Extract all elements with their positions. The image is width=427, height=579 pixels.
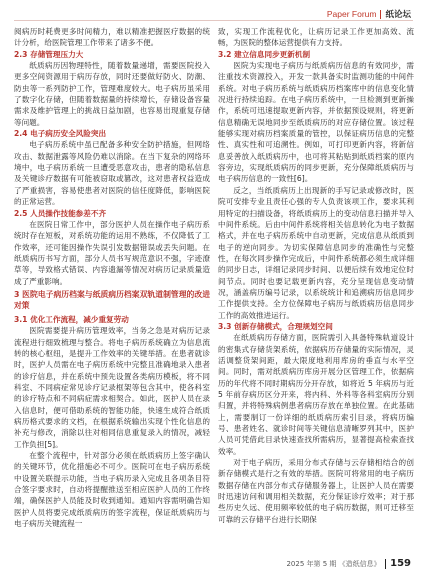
paragraph: 纸质病历因物理特性，随着数量递增，需要医院投入更多空间资源用于病历存放，同时还要做好防火、防潮、防虫等一系列防护工作，管理难度较大。电子病历虽采用了数字化存储，但随着数据量的持续增长，存储设备容量需求及维护管理上的挑战日益加剧，也容易出现重复存储等问题。: [14, 61, 210, 127]
paragraph: 电子病历系统中虽已配备多种安全防护措施，但网络攻击、数据泄露等风险仍难以消除。在当下复杂的网络环境中，电子病历系统一旦遭受恶意攻击，患者的隐私信息及关键诊疗数据有可能被窃取或篡改，这对患者权益造成了严重损害，容易使患者对医院的信任度降低，影响医院的正常运营。: [14, 140, 210, 207]
section-header: [327, 8, 411, 20]
paragraph: 在医院日常工作中，部分医护人员在操作电子病历系统时存在短板，对系统功能的运用不熟练，不仅降低了工作效率，还可能因操作失误引发数据错误或丢失问题。在纸质病历书写方面，部分人员书写规范意识不强，字迹潦草等，导致格式错误、内容遗漏等情况对病历记录质量造成了严重影响。: [14, 219, 210, 286]
paragraph: 反之，当纸质病历上出现新的手写记录或修改时，医院可安排专业且责任心强的专人负责该项工作，要求其利用特定的扫描设备，将纸质病历上的变动信息扫描并导入中间件系统。后由中间件系统将相关信息转化为电子数据格式，并在电子病历系统中自动更新，完成信息从纸质到电子的逆向同步。为切实保障信息同步的准确性与完整性，在每次同步操作完成后，中间件系统都必须生成详细的同步日志，详细记录同步时间、以便后续有效地定位时间节点。同时也要记载更新内容，充分呈现信息变动情况，涵盖病历编号记录，以系统统计和追溯病历信息同步工作提供支持。全方位保障电子病历与纸质病历信息同步工作的高效推进运行。: [218, 185, 414, 320]
paragraph: 在纸质病历存储方面，医院需引入具备特殊轨道设计的密集式存储货架系统，依据病历存储量的实际情况，灵活调整货架间距，最大限度地利用库房的垂直与水平空间。同时，需对纸质病历库房开展分区管理工作，依据病历的年代将不同时期病历分开存放，如将近 5 年病历与近 5 年前存病历区分开来，将内科、外科等各科室病历分别归置，并将特殊病例患者病历存放在单独位置。在此基础上，需要制订一份详细的纸质病历索引目录，将病历编号、患者姓名、就诊时间等关键信息清晰罗列其中，医护人员可凭借此目录快速查找所需病历，显著提高检索查找效率。: [218, 333, 414, 456]
paragraph: 在整个流程中，针对部分必须在纸质病历上签字确认的关键环节，优化措施必不可少。医院可在电子病历系统中设置关联提示功能，当电子病历录入完成且各项条目符合签字要求时，自动将提醒推送至相应医护人员的工作终端，确保医护人员能及时收到通知。通知内容需明确告知医护人员将要完成纸质病历的签字流程，保证纸质病历与电子病历关键流程一: [14, 451, 210, 529]
page-header: [0, 8, 427, 24]
subheading-2-5: 2.5 人员操作技能参差不齐: [14, 208, 107, 218]
section-name-en: Paper Forum: [326, 9, 377, 19]
paragraph: 致，实现工作流程优化，让病历记录工作更加高效、流畅，为医院的整体运营提供有力支持。: [218, 27, 414, 48]
page-footer: [286, 558, 411, 569]
section-name-cn: 纸论坛: [385, 10, 411, 20]
paragraph: 阅病历时耗费更多时间精力，难以精准把握医疗数据的统计分析，给医院管理工作带来了诸多不便。: [14, 27, 210, 48]
paragraph: 医院需要提升病历管理效率，当务之急是对病历记录流程进行细致梳理与整合。将电子病历系统确立为信息流转的核心枢纽，是提升工作效率的关键举措。在患者就诊时，医护人员需在电子病历系统中完整且准确地录入患者的诊疗信息，并在系统中预先设置各类病历模板，将不同科室、不同病症常见诊疗记录框架等包含其中，使各科室的诊疗特点和不同病症需求相契合。如此，医护人员在录入信息时，便可借助系统的智能功能，快速生成符合纸质病历格式要求的文档，在根据系统输出实现个性化信息的补充与修改，消除以往对相同信息重复录入的情况，减轻工作负担[5]。: [14, 326, 210, 449]
footer-divider: [385, 559, 387, 569]
header-divider: [380, 10, 381, 19]
left-column: [14, 26, 210, 529]
subheading-2-3: 2.3 存储管理压力大: [14, 49, 84, 59]
heading-3: 3 医院电子病历档案与纸质病历档案双轨道制管理的改进对策: [14, 289, 210, 311]
page-number: 159: [390, 558, 411, 569]
subheading-3-1: 3.1 优化工作流程，减少重复劳动: [14, 314, 129, 324]
paragraph: 对于电子病历，采用分布式存储与云存储相结合的创新存储模式是行之有效的举措。医院可将常用的电子病历数据存储在内部分布式存储服务器上，让医护人员在需要时迅速访问和调用相关数据，充分保证诊疗效率；对于那些历史久远、使用频率较低的电子病历数据，则可迁移至可靠的云存储平台进行长期保: [218, 458, 414, 524]
subheading-3-2: 3.2 建立信息同步更新机制: [218, 49, 311, 59]
paragraph: 医院为实现电子病历与纸质病历信息的有效同步，需注重技术资源投入，开发一款具备实时监测功能的中间件系统。对电子病历系统与纸质病历档案库中的信息变化情况进行持续追踪。在电子病历系统中，一旦检测到更新操作，系统可迅速提取更新内容，并依据预设规则，将更新信息精确无误地同步至纸质病历的对应存储位置。该过程能够实现对病历档案质量的管控，以保证病历信息的完整性、真实性和可追溯性。例如，可打印更新内容，将新信息妥善放入纸质病历中，也可将其粘贴到纸质档案的原内容旁边，实现纸质病历的同步更新，充分保障纸质病历与电子病历信息的一致性[6]。: [218, 61, 414, 184]
journal-issue: 2025 年第 5 期 《造纸信息》: [286, 559, 381, 568]
subheading-3-3: 3.3 创新存储模式，合理规划空间: [218, 321, 333, 331]
right-column: [218, 26, 414, 525]
subheading-2-4: 2.4 电子病历安全风险突出: [14, 129, 107, 139]
header-rule: [14, 20, 413, 21]
